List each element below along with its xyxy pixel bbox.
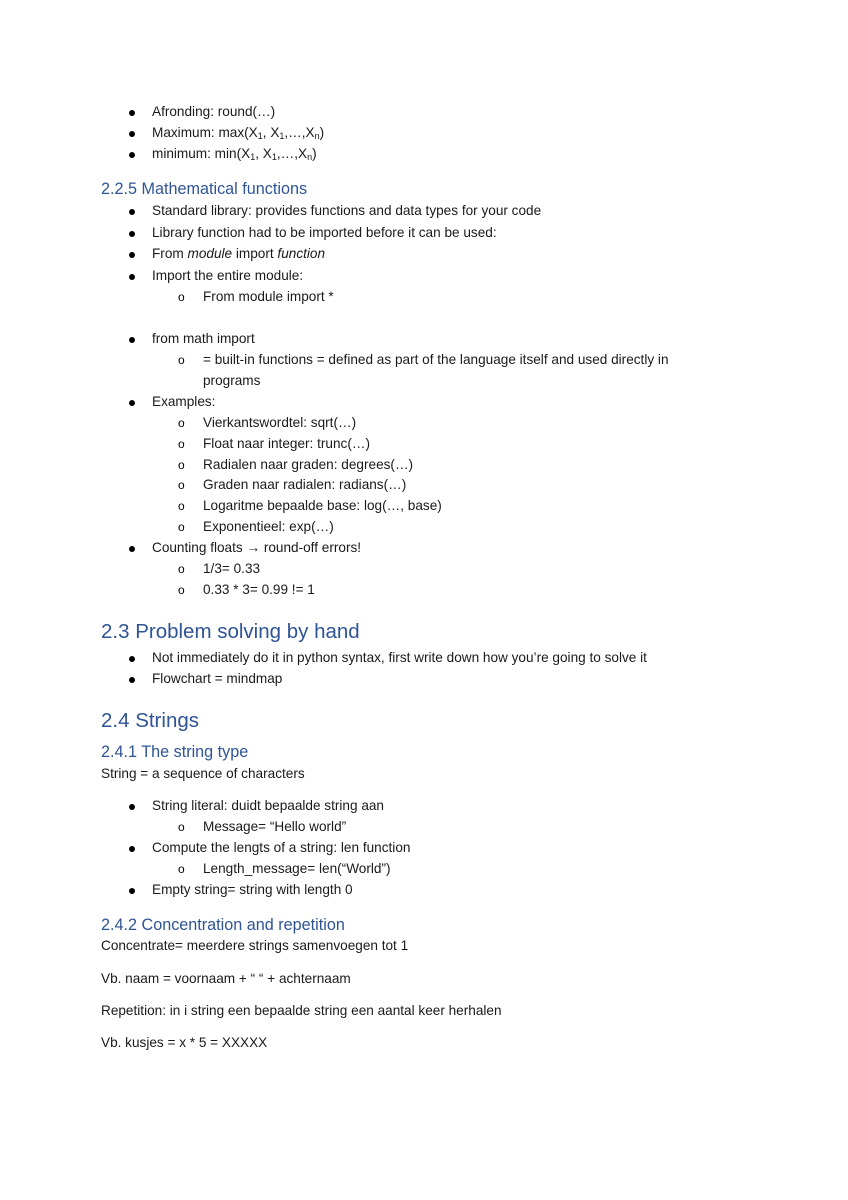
list-item: From module import function <box>152 246 326 261</box>
sub-list-item: 1/3= 0.33 <box>203 561 261 576</box>
bullet <box>129 888 135 894</box>
list-item: Flowchart = mindmap <box>152 671 283 686</box>
sub-bullet: o <box>178 499 185 513</box>
sub-bullet: o <box>178 562 185 576</box>
subsection-heading: 2.4.1 The string type <box>101 743 249 761</box>
sub-list-item: Graden naar radialen: radians(…) <box>203 477 407 492</box>
bullet <box>129 231 135 237</box>
bullet <box>129 209 135 215</box>
sub-list-item: Vierkantswordtel: sqrt(…) <box>203 415 357 430</box>
sub-list-item: Float naar integer: trunc(…) <box>203 436 370 451</box>
sub-bullet: o <box>178 416 185 430</box>
bullet <box>129 110 135 116</box>
bullet <box>129 274 135 280</box>
sub-list-item: 0.33 * 3= 0.99 != 1 <box>203 582 315 597</box>
sub-bullet: o <box>178 520 185 534</box>
list-item: Not immediately do it in python syntax, first write down how you’re going to solve it <box>152 650 647 665</box>
list-item: Examples: <box>152 394 216 409</box>
sub-bullet: o <box>178 862 185 876</box>
list-item: Import the entire module: <box>152 268 304 283</box>
bullet <box>129 656 135 662</box>
list-item: Library function had to be imported before it can be used: <box>152 225 497 240</box>
sub-bullet: o <box>178 290 185 304</box>
sub-bullet: o <box>178 458 185 472</box>
bullet <box>129 252 135 258</box>
bullet <box>129 804 135 810</box>
section-heading: 2.2.5 Mathematical functions <box>101 180 308 198</box>
sub-list-item: From module import * <box>203 289 334 304</box>
bullet <box>129 846 135 852</box>
sub-list-item: Radialen naar graden: degrees(…) <box>203 457 414 472</box>
bullet <box>129 400 135 406</box>
paragraph: Vb. kusjes = x * 5 = XXXXX <box>101 1035 268 1050</box>
list-item: String literal: duidt bepaalde string aan <box>152 798 384 813</box>
list-item: Compute the lengts of a string: len function <box>152 840 411 855</box>
bullet <box>129 677 135 683</box>
list-item: Empty string= string with length 0 <box>152 882 353 897</box>
sub-list-item: = built-in functions = defined as part of the language itself and used directly in <box>203 352 669 367</box>
paragraph: Vb. naam = voornaam + “ “ + achternaam <box>101 971 351 986</box>
section-heading: 2.4 Strings <box>101 709 199 732</box>
sub-bullet: o <box>178 583 185 597</box>
section-heading: 2.3 Problem solving by hand <box>101 620 360 643</box>
list-item: Counting floats → round-off errors! <box>152 540 362 555</box>
sub-bullet: o <box>178 478 185 492</box>
paragraph: String = a sequence of characters <box>101 766 305 781</box>
sub-list-item-continued: programs <box>203 373 261 388</box>
bullet <box>129 152 135 158</box>
subsection-heading: 2.4.2 Concentration and repetition <box>101 916 345 934</box>
sub-bullet: o <box>178 820 185 834</box>
sub-list-item: Logaritme bepaalde base: log(…, base) <box>203 498 442 513</box>
sub-list-item: Length_message= len(“World”) <box>203 861 391 876</box>
sub-list-item: Message= “Hello world” <box>203 819 347 834</box>
paragraph: Concentrate= meerdere strings samenvoegen tot 1 <box>101 938 409 953</box>
list-item: Standard library: provides functions and data types for your code <box>152 203 542 218</box>
bullet <box>129 131 135 137</box>
bullet <box>129 546 135 552</box>
sub-bullet: o <box>178 437 185 451</box>
sub-list-item: Exponentieel: exp(…) <box>203 519 334 534</box>
sub-bullet: o <box>178 353 185 367</box>
bullet <box>129 337 135 343</box>
list-item: minimum: $\min(X_1$, $X_1,\dots,X_n$) <box>152 146 317 162</box>
list-item: from math import <box>152 331 255 346</box>
list-item: Afronding: round(…) <box>152 104 276 119</box>
paragraph: Repetition: in i string een bepaalde string een aantal keer herhalen <box>101 1003 502 1018</box>
list-item: Maximum: $\max(X_1$, $X_1,\dots,X_n$) <box>152 125 325 141</box>
